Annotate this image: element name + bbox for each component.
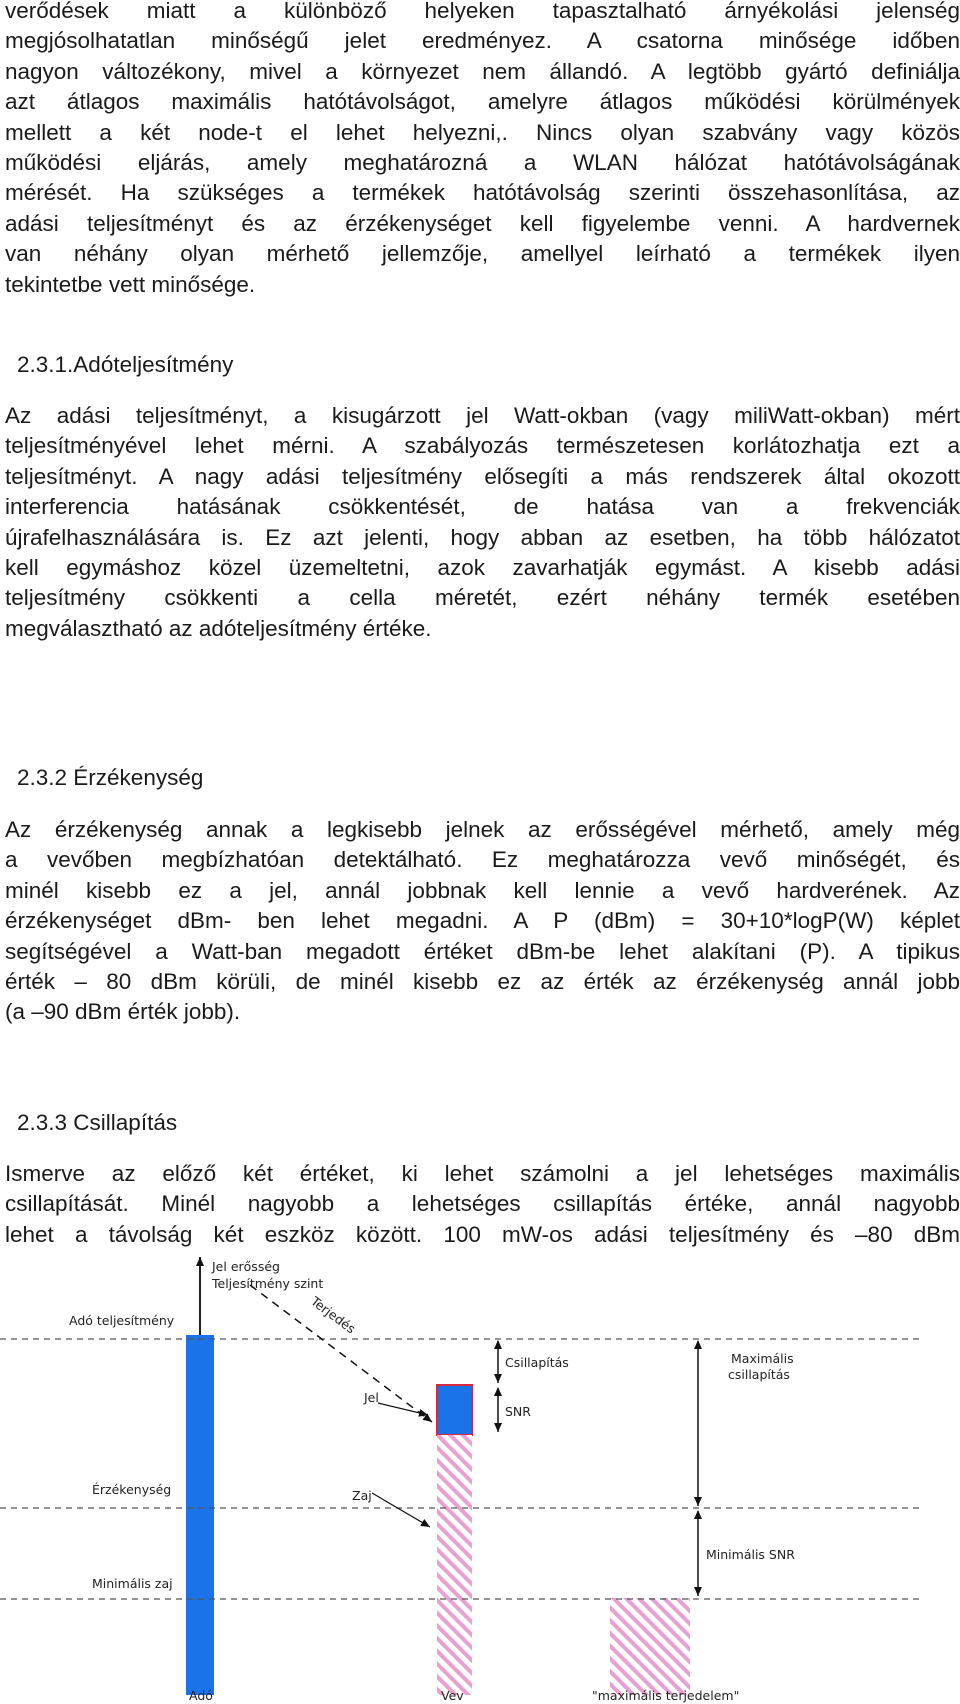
text-line: nagyon változékony, mivel a környezet nem állandó. A legtöbb gyártó definiálja — [5, 58, 960, 84]
section-paragraph-erzekenyseg — [5, 815, 960, 1028]
max-terjedelem-noise-bar — [610, 1598, 690, 1695]
text-line: (a –90 dBm érték jobb). — [5, 999, 241, 1025]
section-paragraph-adoteljesitmeny — [5, 401, 960, 644]
jel-pointer — [378, 1403, 428, 1415]
jel-bar — [437, 1385, 472, 1435]
text-line: van néhány olyan mérhető jellemzője, amellyel leírható a termékek ilyen — [5, 241, 960, 267]
vev-noise-bar — [437, 1435, 472, 1695]
label-jel-erosseg: Jel erősség — [212, 1259, 280, 1274]
label-max-terjedelem: "maximális terjedelem" — [592, 1688, 740, 1703]
section-heading-adoteljesitmeny: 2.3.1.Adóteljesítmény — [17, 352, 234, 377]
attenuation-diagram — [0, 1255, 960, 1704]
text-line: lehet a távolság két eszköz között. 100 mW-os adási teljesítmény és –80 dBm — [5, 1221, 960, 1247]
ado-bar — [186, 1335, 214, 1695]
text-line: minél kisebb ez a jel, annál jobbnak kell lennie a vevő hardverének. Az — [5, 877, 960, 903]
text-line: újrafelhasználására is. Ez azt jelenti, hogy abban az esetben, ha több hálózatot — [5, 524, 960, 550]
text-line: teljesítményével lehet mérni. A szabályozás természetesen korlátozhatja ezt a — [5, 433, 960, 459]
text-line: érték – 80 dBm körüli, de minél kisebb ez az érték az érzékenység annál jobb — [5, 968, 960, 994]
label-maximalis-csillapitas: csillapítás — [728, 1367, 790, 1382]
label-terjedes: Terjedés — [308, 1293, 359, 1337]
zaj-pointer — [372, 1493, 430, 1527]
intro-paragraph — [5, 0, 960, 300]
section-paragraph-csillapitas — [5, 1159, 960, 1250]
label-maximalis: Maximális — [731, 1351, 794, 1366]
text-line: a vevőben megbízhatóan detektálható. Ez meghatározza vevő minőségét, és — [5, 847, 960, 873]
text-line: kell egymáshoz közel üzemeltetni, azok zavarhatják egymást. A kisebb adási — [5, 554, 960, 580]
text-line: mellett a két node-t el lehet helyezni,. Nincs olyan szabvány vagy közös — [5, 119, 960, 145]
text-line: mérését. Ha szükséges a termékek hatótávolság szerinti összehasonlítása, az — [5, 180, 960, 206]
text-line: működési eljárás, amely meghatározná a WLAN hálózat hatótávolságának — [5, 149, 960, 175]
text-line: érzékenységet dBm- ben lehet megadni. A P (dBm) = 30+10*logP(W) képlet — [5, 908, 960, 934]
label-ado: Adó — [189, 1688, 213, 1703]
label-erzekenyseg: Érzékenység — [92, 1482, 172, 1497]
text-line: segítségével a Watt-ban megadott értéket dBm-be lehet alakítani (P). A tipikus — [5, 938, 960, 964]
label-ado-teljesitmeny: Adó teljesítmény — [69, 1313, 175, 1328]
label-teljesitmeny-szint: Teljesítmény szint — [212, 1276, 324, 1291]
text-line: megválasztható az adóteljesítmény értéke. — [5, 615, 432, 641]
text-line: interferencia hatásának csökkentését, de hatása van a frekvenciák — [5, 494, 960, 520]
text-line: teljesítmény csökkenti a cella méretét, ezért néhány termék esetében — [5, 585, 960, 611]
text-line: azt átlagos maximális hatótávolságot, amelyre átlagos működési körülmények — [5, 89, 960, 115]
text-line: verődések miatt a különböző helyeken tapasztalható árnyékolási jelenség — [5, 0, 960, 23]
section-heading-erzekenyseg: 2.3.2 Érzékenység — [17, 765, 204, 790]
text-line: tekintetbe vett minősége. — [5, 271, 256, 297]
label-snr: SNR — [505, 1404, 531, 1419]
text-line: teljesítményt. A nagy adási teljesítmény elősegíti a más rendszerek által okozott — [5, 463, 960, 489]
label-zaj: Zaj — [352, 1488, 372, 1503]
text-line: csillapítását. Minél nagyobb a lehetséges csillapítás értéke, annál nagyobb — [5, 1191, 960, 1217]
terjedes-arrow — [250, 1285, 432, 1422]
label-minimalis-zaj: Minimális zaj — [92, 1576, 173, 1591]
text-line: Ismerve az előző két értéket, ki lehet számolni a jel lehetséges maximális — [5, 1161, 960, 1186]
label-vev: Vev — [441, 1688, 464, 1703]
label-csillapitas: Csillapítás — [505, 1355, 569, 1370]
text-line: Az adási teljesítményt, a kisugárzott jel Watt-okban (vagy miliWatt-okban) mért — [5, 403, 960, 428]
label-jel: Jel — [364, 1390, 379, 1405]
text-line: Az érzékenység annak a legkisebb jelnek az erősségével mérhető, amely még — [5, 817, 960, 842]
text-line: adási teljesítményt és az érzékenységet kell figyelembe venni. A hardvernek — [5, 210, 960, 236]
text-line: megjósolhatatlan minőségű jelet eredményez. A csatorna minősége időben — [5, 28, 960, 54]
label-minimalis-snr: Minimális SNR — [706, 1547, 795, 1562]
section-heading-csillapitas: 2.3.3 Csillapítás — [17, 1110, 178, 1135]
